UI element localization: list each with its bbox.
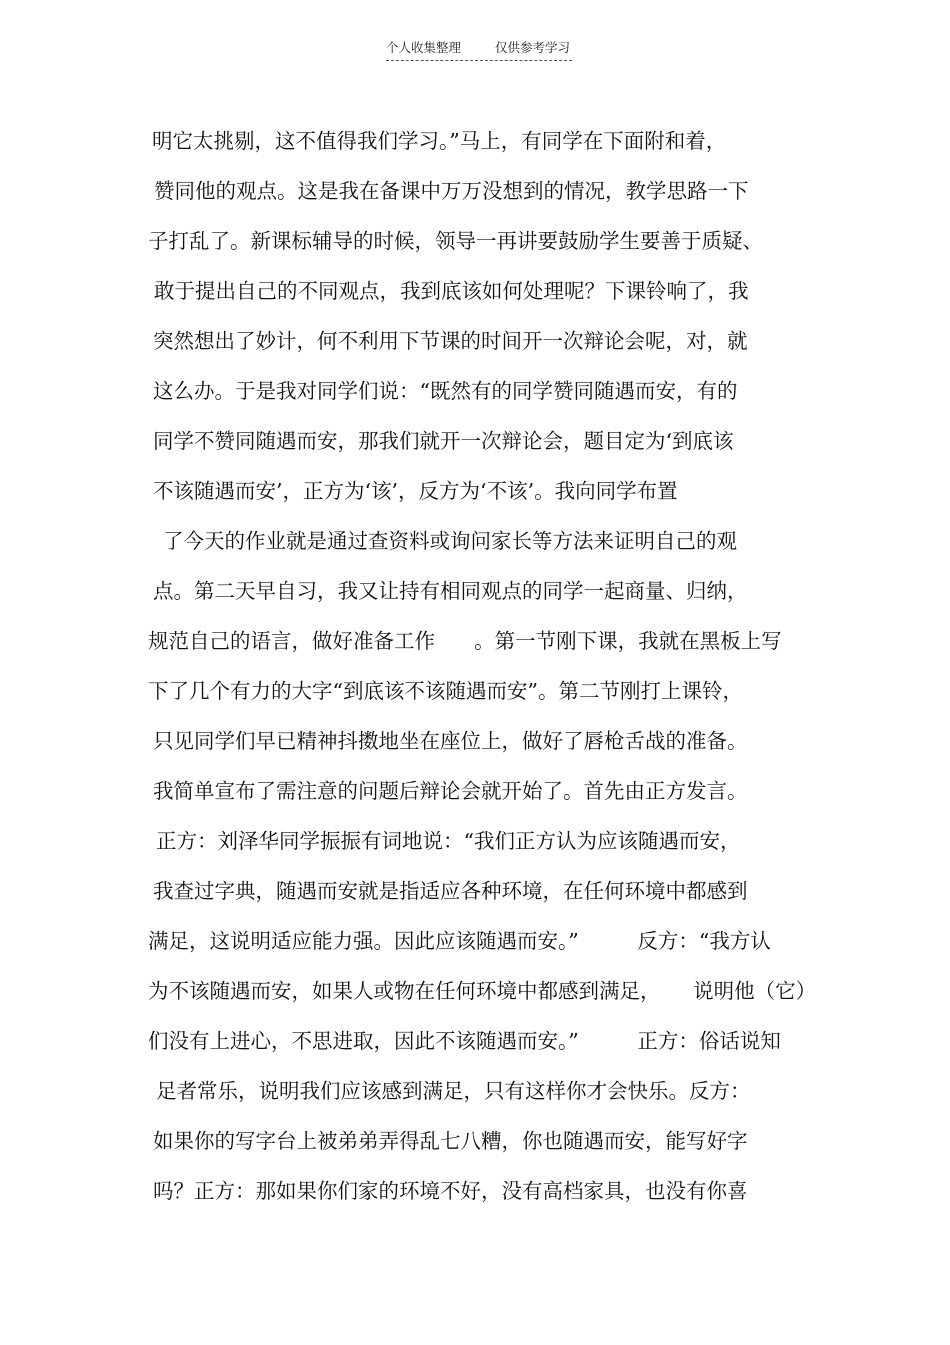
text-line: 赞同他的观点。这是我在备课中万万没想到的情况，教学思路一下 xyxy=(154,179,749,203)
text-line: 足者常乐，说明我们应该感到满足，只有这样你才会快乐。反方： xyxy=(156,1079,751,1103)
text-line: 明它太挑剔，这不值得我们学习。”马上，有同学在下面附和着， xyxy=(152,129,727,153)
text-line: 点。第二天早自习，我又让持有相同观点的同学一起商量、归纳， xyxy=(153,579,748,603)
text-line: 我查过字典，随遇而安就是指适应各种环境，在任何环境中都感到 xyxy=(153,879,748,903)
text-line: 敢于提出自己的不同观点，我到底该如何处理呢？下课铃响了，我 xyxy=(154,279,749,303)
header-left-text: 个人收集整理 xyxy=(386,40,462,55)
text-line: 为不该随遇而安，如果人或物在任何环境中都感到满足， 说明他（它） xyxy=(148,979,817,1003)
text-line: 满足，这说明适应能力强。因此应该随遇而安。” 反方：“我方认 xyxy=(148,929,771,953)
text-line: 了今天的作业就是通过查资料或询问家长等方法来证明自己的观 xyxy=(163,529,737,553)
text-line: 如果你的写字台上被弟弟弄得乱七八糟，你也随遇而安，能写好字 xyxy=(153,1129,748,1153)
text-line: 这么办。于是我对同学们说：“既然有的同学赞同随遇而安，有的 xyxy=(153,379,738,403)
text-line: 我简单宣布了需注意的问题后辩论会就开始了。首先由正方发言。 xyxy=(153,779,748,803)
text-line: 突然想出了妙计，何不利用下节课的时间开一次辩论会呢，对，就 xyxy=(153,329,748,353)
text-line: 吗？正方：那如果你们家的环境不好，没有高档家具，也没有你喜 xyxy=(153,1179,748,1203)
text-line: 下了几个有力的大字“到底该不该随遇而安”。第二节刚打上课铃， xyxy=(148,679,743,703)
text-line: 不该随遇而安’，正方为‘该’，反方为‘不该’。我向同学布置 xyxy=(153,479,678,503)
text-line: 只见同学们早已精神抖擞地坐在座位上，做好了唇枪舌战的准备。 xyxy=(153,729,748,753)
page-header xyxy=(386,38,572,61)
text-line: 子打乱了。新课标辅导的时候，领导一再讲要鼓励学生要善于质疑、 xyxy=(148,229,763,253)
text-line: 同学不赞同随遇而安，那我们就开一次辩论会，题目定为‘到底该 xyxy=(153,429,734,453)
text-line: 们没有上进心，不思进取，因此不该随遇而安。” 正方：俗话说知 xyxy=(148,1029,781,1053)
text-line: 规范自己的语言，做好准备工作 。第一节刚下课，我就在黑板上写 xyxy=(148,629,782,653)
text-line: 正方：刘泽华同学振振有词地说：“我们正方认为应该随遇而安， xyxy=(156,829,741,853)
header-right-text: 仅供参考学习 xyxy=(495,40,571,55)
